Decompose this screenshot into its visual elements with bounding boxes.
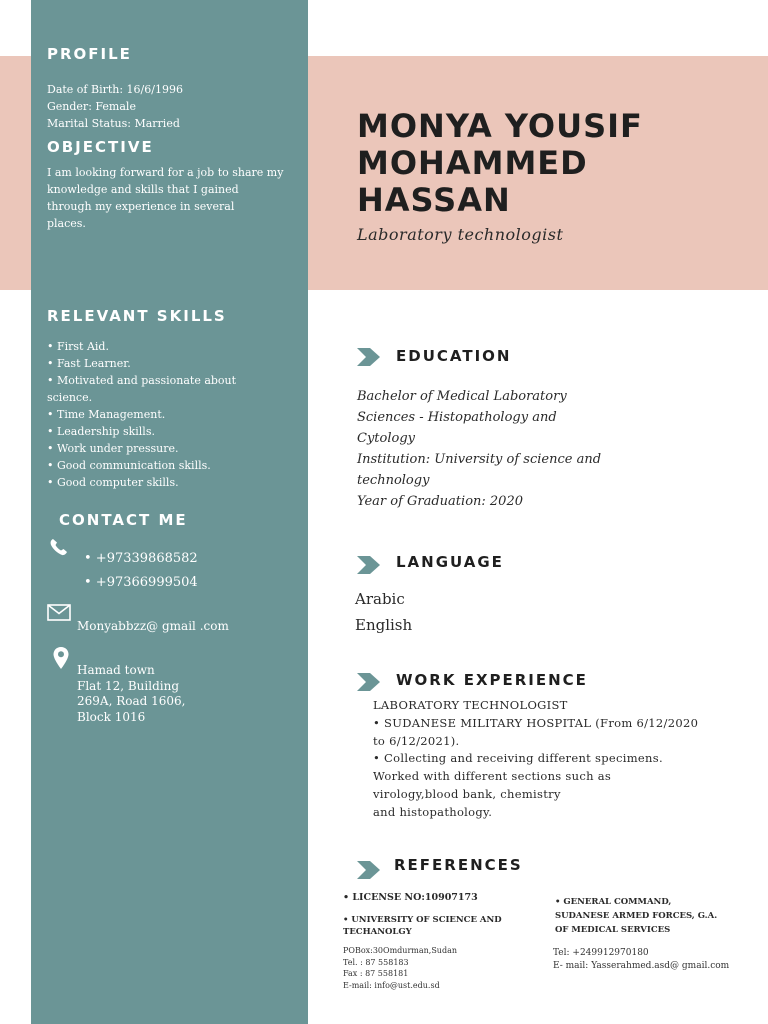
objective-text: I am looking forward for a job to share my knowledge and skills that I gained through my experience in several places. (47, 166, 284, 230)
references-title: REFERENCES (394, 856, 523, 874)
full-name: MONYA YOUSIF MOHAMMED HASSAN (357, 107, 643, 219)
reference-license: • LICENSE NO:10907173 (343, 892, 478, 903)
objective-title: OBJECTIVE (47, 138, 154, 156)
reference-institution: • UNIVERSITY OF SCIENCE AND TECHANOLGY (343, 915, 502, 937)
education-title: EDUCATION (396, 347, 512, 365)
education-details: Bachelor of Medical Laboratory Sciences - Histopathology and Cytology Institution: University of science and technology Year of Graduation: 2020 (357, 389, 602, 509)
chevron-right-icon (357, 555, 381, 575)
work-title: WORK EXPERIENCE (396, 671, 588, 689)
skills-list: • First Aid. • Fast Learner. • Motivated and passionate about science. • Time Management. • Leadership skills. • Work under pressure. • Good communication skills. • Good computer skills. (47, 340, 237, 489)
envelope-icon (47, 604, 71, 621)
language-list: Arabic English (355, 590, 413, 634)
work-details: LABORATORY TECHNOLOGIST • SUDANESE MILITARY HOSPITAL (From 6/12/2020 to 6/12/2021). • Collecting and receiving different specimens. Worked with different sections such as virology,blood bank, chemistry and histopathology. (373, 698, 699, 819)
chevron-right-icon (357, 860, 381, 880)
language-title: LANGUAGE (396, 553, 504, 571)
reference-institution-details: POBox:30Omdurman,Sudan Tel. : 87 558183 Fax : 87 558181 E-mail: info@ust.edu.sd (343, 946, 457, 990)
reference-organization: • GENERAL COMMAND, SUDANESE ARMED FORCES, G.A. OF MEDICAL SERVICES (555, 897, 718, 935)
reference-organization-details: Tel: +249912970180 E- mail: Yasserahmed.asd@ gmail.com (553, 948, 730, 971)
contact-title: CONTACT ME (59, 511, 188, 529)
profile-details: Date of Birth: 16/6/1996 Gender: Female Marital Status: Married (47, 83, 183, 130)
email-text: Monyabbzz@ gmail .com (77, 619, 229, 633)
phone-icon (49, 538, 69, 556)
chevron-right-icon (357, 347, 381, 367)
phone-list: • +97339868582 • +97366999504 (84, 551, 198, 590)
sidebar (31, 0, 308, 1024)
chevron-right-icon (357, 672, 381, 692)
location-pin-icon (52, 646, 70, 670)
profile-title: PROFILE (47, 45, 132, 63)
address-text: Hamad town Flat 12, Building 269A, Road 1606, Block 1016 (77, 663, 186, 724)
job-role: Laboratory technologist (357, 225, 564, 244)
skills-title: RELEVANT SKILLS (47, 307, 227, 325)
